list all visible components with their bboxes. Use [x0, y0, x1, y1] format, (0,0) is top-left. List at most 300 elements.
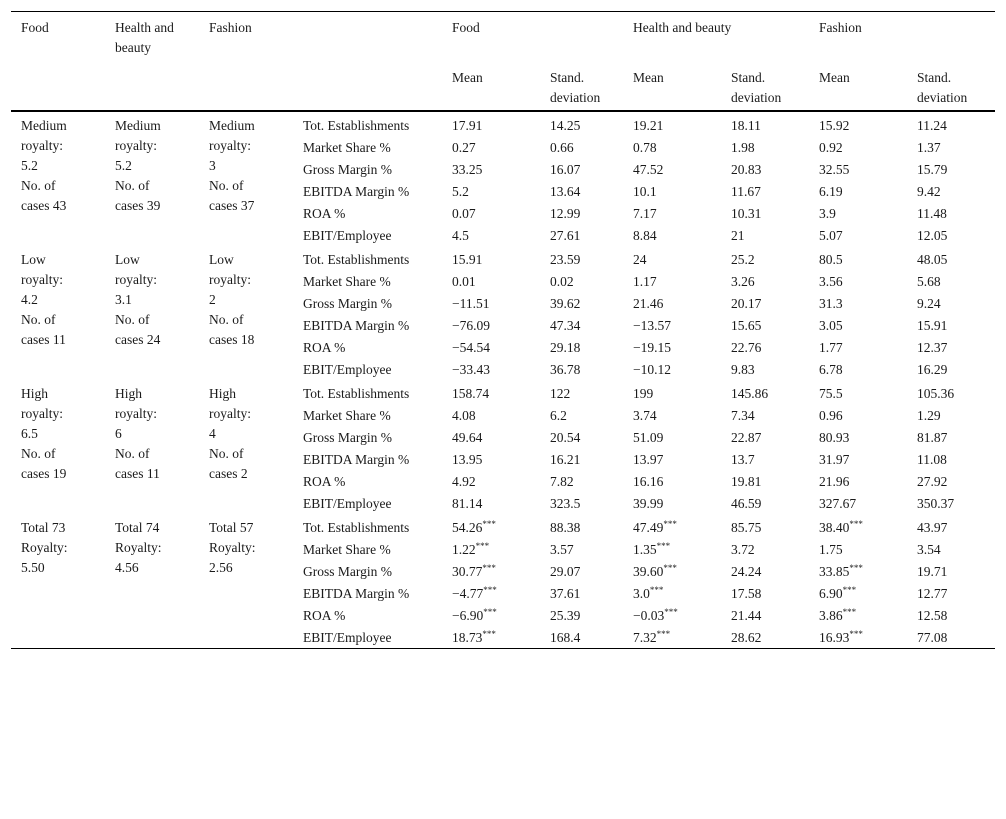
value-text: 49.64	[452, 430, 483, 445]
value-cell-hm	[623, 470, 721, 492]
group-label-line: cases 11	[21, 332, 66, 347]
header-mean-food: Mean	[452, 70, 483, 85]
value-text: 27.92	[917, 474, 948, 489]
metric-label: Tot. Establishments	[303, 520, 410, 535]
significance-marker: ***	[483, 585, 497, 595]
significance-marker: ***	[482, 629, 496, 639]
value-cell-fm	[442, 492, 540, 514]
value-text: 80.93	[819, 430, 850, 445]
value-text: 47.52	[633, 162, 664, 177]
value-text: 16.16	[633, 474, 664, 489]
value-text: 0.27	[452, 140, 476, 155]
value-text: 17.58	[731, 586, 762, 601]
value-text: 13.95	[452, 452, 483, 467]
value-text: 6.2	[550, 408, 567, 423]
value-text: 80.5	[819, 252, 843, 267]
group-label-line: royalty:	[115, 138, 157, 153]
group-label-health	[105, 514, 199, 649]
group-label-line: royalty:	[21, 138, 63, 153]
value-cell-fm	[442, 270, 540, 292]
value-text: 4.08	[452, 408, 476, 423]
group-label-line: royalty:	[209, 406, 251, 421]
value-cell-fm	[442, 224, 540, 246]
value-cell-hs	[721, 136, 809, 158]
group-label-line: Medium	[115, 118, 161, 133]
group-label-fashion	[199, 514, 293, 649]
value-cell-hs	[721, 111, 809, 136]
group-label-line: 5.50	[21, 560, 45, 575]
value-text: 168.4	[550, 630, 581, 645]
metric-label: Gross Margin %	[303, 564, 392, 579]
value-cell-hs	[721, 626, 809, 649]
value-text: 32.55	[819, 162, 850, 177]
value-text: 0.07	[452, 206, 476, 221]
table-row	[11, 246, 995, 270]
value-text: 15.91	[917, 318, 948, 333]
value-cell-hs	[721, 604, 809, 626]
group-label-line: Royalty:	[209, 540, 256, 555]
value-text: −33.43	[452, 362, 490, 377]
value-cell-ss	[907, 560, 995, 582]
value-cell-fs	[540, 336, 623, 358]
value-text: 3.57	[550, 542, 574, 557]
group-label-line: No. of	[115, 312, 150, 327]
value-cell-ss	[907, 336, 995, 358]
value-cell-fs	[540, 270, 623, 292]
value-text: 28.62	[731, 630, 762, 645]
group-label-line: Low	[115, 252, 140, 267]
significance-marker: ***	[849, 629, 863, 639]
group-label-line: High	[21, 386, 48, 401]
value-text: 1.77	[819, 340, 843, 355]
group-label-line: 6	[115, 426, 122, 441]
group-label-line: High	[115, 386, 142, 401]
value-text: 4.5	[452, 228, 469, 243]
value-text: 39.62	[550, 296, 581, 311]
value-cell-hm	[623, 514, 721, 538]
value-cell-ss	[907, 448, 995, 470]
value-text: 30.77	[452, 564, 483, 579]
value-text: 51.09	[633, 430, 664, 445]
metric-label: EBIT/Employee	[303, 228, 392, 243]
group-label-line: Total 73	[21, 520, 66, 535]
group-label-food	[11, 380, 105, 514]
value-text: 20.17	[731, 296, 762, 311]
value-text: 12.05	[917, 228, 948, 243]
value-text: 327.67	[819, 496, 857, 511]
metric-label: EBITDA Margin %	[303, 586, 410, 601]
value-cell-fs	[540, 560, 623, 582]
value-text: 1.35	[633, 542, 657, 557]
value-text: 20.54	[550, 430, 581, 445]
value-text: 14.25	[550, 118, 581, 133]
value-cell-fs	[540, 246, 623, 270]
value-cell-hs	[721, 560, 809, 582]
value-cell-hs	[721, 202, 809, 224]
group-label-line: No. of	[115, 446, 150, 461]
value-text: 15.91	[452, 252, 483, 267]
value-text: 3.86	[819, 608, 843, 623]
value-cell-hm	[623, 604, 721, 626]
value-text: 12.37	[917, 340, 948, 355]
value-text: 22.87	[731, 430, 762, 445]
value-cell-ss	[907, 136, 995, 158]
value-cell-ss	[907, 626, 995, 649]
value-text: 0.96	[819, 408, 843, 423]
value-cell-hs	[721, 470, 809, 492]
group-label-line: No. of	[21, 446, 56, 461]
value-text: 29.07	[550, 564, 581, 579]
value-text: 11.48	[917, 206, 947, 221]
metric-label: EBITDA Margin %	[303, 318, 410, 333]
value-cell-hs	[721, 448, 809, 470]
value-text: 36.78	[550, 362, 581, 377]
value-cell-hs	[721, 336, 809, 358]
value-text: 33.25	[452, 162, 483, 177]
significance-marker: ***	[482, 519, 496, 529]
value-cell-ss	[907, 292, 995, 314]
value-text: 21.46	[633, 296, 664, 311]
value-cell-sm	[809, 158, 907, 180]
value-text: 39.60	[633, 564, 664, 579]
value-cell-hs	[721, 314, 809, 336]
value-text: 122	[550, 386, 571, 401]
value-text: 39.99	[633, 496, 664, 511]
value-text: 9.83	[731, 362, 755, 377]
significance-marker: ***	[475, 541, 490, 551]
value-cell-fm	[442, 111, 540, 136]
value-cell-ss	[907, 180, 995, 202]
value-text: 7.82	[550, 474, 574, 489]
group-label-line: royalty:	[115, 406, 157, 421]
value-cell-fs	[540, 224, 623, 246]
value-cell-sm	[809, 380, 907, 404]
value-cell-fm	[442, 202, 540, 224]
group-label-line: 4	[209, 426, 216, 441]
value-cell-fs	[540, 202, 623, 224]
value-text: 19.81	[731, 474, 762, 489]
value-cell-ss	[907, 202, 995, 224]
value-text: 3.9	[819, 206, 836, 221]
value-cell-hm	[623, 202, 721, 224]
group-label-line: cases 43	[21, 198, 67, 213]
value-text: 11.08	[917, 452, 947, 467]
value-cell-hm	[623, 582, 721, 604]
value-cell-fm	[442, 380, 540, 404]
group-label-line: cases 39	[115, 198, 161, 213]
value-cell-hm	[623, 404, 721, 426]
value-cell-ss	[907, 538, 995, 560]
value-text: 25.39	[550, 608, 581, 623]
metric-label: ROA %	[303, 340, 346, 355]
value-text: 12.77	[917, 586, 948, 601]
significance-marker: ***	[656, 629, 671, 639]
group-1	[11, 246, 995, 380]
value-cell-fs	[540, 292, 623, 314]
value-text: 1.75	[819, 542, 843, 557]
value-cell-fm	[442, 426, 540, 448]
value-text: 10.31	[731, 206, 762, 221]
value-cell-ss	[907, 492, 995, 514]
value-text: 31.3	[819, 296, 843, 311]
metric-label: EBITDA Margin %	[303, 184, 410, 199]
header-group-health: Health and beauty	[633, 20, 732, 35]
significance-marker: ***	[849, 519, 863, 529]
value-text: 0.02	[550, 274, 574, 289]
value-cell-fm	[442, 404, 540, 426]
value-text: −4.77	[452, 586, 484, 601]
group-label-line: royalty:	[209, 272, 251, 287]
value-text: 21.44	[731, 608, 762, 623]
metric-label: Gross Margin %	[303, 296, 392, 311]
value-cell-hs	[721, 514, 809, 538]
value-text: 16.29	[917, 362, 948, 377]
value-cell-ss	[907, 158, 995, 180]
value-text: 4.92	[452, 474, 476, 489]
value-cell-fs	[540, 604, 623, 626]
value-text: 27.61	[550, 228, 581, 243]
metric-label: Tot. Establishments	[303, 252, 410, 267]
value-text: 3.74	[633, 408, 657, 423]
value-text: 47.34	[550, 318, 581, 333]
metric-label: Market Share %	[303, 408, 391, 423]
value-cell-sm	[809, 292, 907, 314]
value-text: −11.51	[452, 296, 490, 311]
value-text: 6.78	[819, 362, 843, 377]
metric-label: ROA %	[303, 608, 346, 623]
value-text: 54.26	[452, 520, 483, 535]
value-cell-hm	[623, 448, 721, 470]
significance-marker: ***	[483, 607, 497, 617]
group-2	[11, 380, 995, 514]
value-text: 24.24	[731, 564, 762, 579]
group-label-line: Total 57	[209, 520, 254, 535]
value-cell-hm	[623, 180, 721, 202]
significance-marker: ***	[482, 563, 496, 573]
value-text: 85.75	[731, 520, 762, 535]
value-text: 3.54	[917, 542, 941, 557]
group-label-line: Royalty:	[21, 540, 68, 555]
metric-label: EBIT/Employee	[303, 496, 392, 511]
value-text: 75.5	[819, 386, 843, 401]
value-cell-hm	[623, 538, 721, 560]
group-label-line: cases 18	[209, 332, 255, 347]
table-row	[11, 380, 995, 404]
significance-marker: ***	[656, 541, 671, 551]
value-cell-fs	[540, 538, 623, 560]
value-cell-ss	[907, 514, 995, 538]
value-text: 31.97	[819, 452, 850, 467]
value-cell-fs	[540, 448, 623, 470]
value-text: −10.12	[633, 362, 672, 377]
group-0	[11, 111, 995, 246]
value-text: 15.79	[917, 162, 948, 177]
value-text: 13.7	[731, 452, 755, 467]
group-label-food	[11, 111, 105, 246]
value-cell-hm	[623, 314, 721, 336]
value-cell-sm	[809, 538, 907, 560]
value-text: 158.74	[452, 386, 490, 401]
value-cell-hm	[623, 224, 721, 246]
significance-marker: ***	[663, 519, 677, 529]
value-text: 11.24	[917, 118, 947, 133]
value-cell-hs	[721, 270, 809, 292]
value-text: 0.78	[633, 140, 657, 155]
value-cell-sm	[809, 582, 907, 604]
value-cell-fm	[442, 560, 540, 582]
value-text: 1.17	[633, 274, 657, 289]
value-cell-fs	[540, 426, 623, 448]
value-text: 9.42	[917, 184, 941, 199]
value-cell-sm	[809, 448, 907, 470]
value-text: 1.22	[452, 542, 476, 557]
value-cell-ss	[907, 270, 995, 292]
value-text: 19.71	[917, 564, 948, 579]
value-cell-hm	[623, 136, 721, 158]
significance-marker: ***	[842, 607, 857, 617]
group-label-line: 5.2	[21, 158, 38, 173]
value-text: 24	[633, 252, 647, 267]
value-cell-fm	[442, 470, 540, 492]
value-text: 199	[633, 386, 654, 401]
group-label-fashion	[199, 380, 293, 514]
header-category-health: Health and beauty	[115, 20, 174, 55]
group-label-line: royalty:	[209, 138, 251, 153]
value-cell-hs	[721, 404, 809, 426]
header-sd-health: Stand. deviation	[731, 70, 782, 105]
value-text: 46.59	[731, 496, 762, 511]
metric-label: ROA %	[303, 206, 346, 221]
value-cell-sm	[809, 111, 907, 136]
group-label-line: Low	[21, 252, 46, 267]
value-cell-sm	[809, 604, 907, 626]
value-cell-ss	[907, 470, 995, 492]
group-label-line: cases 19	[21, 466, 67, 481]
group-label-line: High	[209, 386, 236, 401]
value-cell-hm	[623, 380, 721, 404]
value-text: 16.21	[550, 452, 581, 467]
value-text: 13.97	[633, 452, 664, 467]
value-cell-hm	[623, 246, 721, 270]
table-row	[11, 514, 995, 538]
value-cell-fm	[442, 358, 540, 380]
value-cell-hs	[721, 246, 809, 270]
value-cell-sm	[809, 426, 907, 448]
value-cell-fm	[442, 514, 540, 538]
value-cell-hs	[721, 158, 809, 180]
value-text: 3.56	[819, 274, 843, 289]
value-cell-ss	[907, 358, 995, 380]
value-cell-ss	[907, 380, 995, 404]
value-cell-sm	[809, 270, 907, 292]
value-cell-fs	[540, 470, 623, 492]
value-cell-hm	[623, 426, 721, 448]
group-label-line: Royalty:	[115, 540, 162, 555]
value-text: −0.03	[633, 608, 665, 623]
value-cell-fm	[442, 180, 540, 202]
value-text: 0.92	[819, 140, 843, 155]
value-cell-hm	[623, 158, 721, 180]
value-text: 18.11	[731, 118, 761, 133]
header-category-fashion: Fashion	[209, 20, 252, 35]
value-text: 13.64	[550, 184, 581, 199]
group-label-line: No. of	[209, 312, 244, 327]
value-cell-fm	[442, 292, 540, 314]
group-label-line: cases 37	[209, 198, 255, 213]
value-text: 15.65	[731, 318, 762, 333]
value-text: 350.37	[917, 496, 955, 511]
value-cell-sm	[809, 492, 907, 514]
metric-label: Tot. Establishments	[303, 386, 410, 401]
value-cell-sm	[809, 404, 907, 426]
group-label-health	[105, 246, 199, 380]
group-label-line: Total 74	[115, 520, 160, 535]
value-text: 1.98	[731, 140, 755, 155]
value-text: 3.72	[731, 542, 755, 557]
value-text: 5.07	[819, 228, 843, 243]
value-text: 88.38	[550, 520, 581, 535]
table-header	[11, 12, 995, 112]
value-text: 12.99	[550, 206, 581, 221]
value-cell-ss	[907, 111, 995, 136]
group-label-line: 3.1	[115, 292, 132, 307]
value-text: 20.83	[731, 162, 762, 177]
group-label-line: royalty:	[21, 406, 63, 421]
value-text: 5.68	[917, 274, 941, 289]
value-cell-fm	[442, 448, 540, 470]
value-text: 1.29	[917, 408, 941, 423]
value-text: 5.2	[452, 184, 469, 199]
royalty-statistics-table	[11, 11, 995, 649]
metric-label: Market Share %	[303, 274, 391, 289]
value-text: 7.34	[731, 408, 755, 423]
group-label-line: Medium	[21, 118, 67, 133]
value-cell-hs	[721, 292, 809, 314]
value-cell-fm	[442, 314, 540, 336]
significance-marker: ***	[849, 563, 863, 573]
significance-marker: ***	[664, 607, 678, 617]
value-cell-sm	[809, 180, 907, 202]
value-text: 16.93	[819, 630, 850, 645]
value-cell-ss	[907, 604, 995, 626]
value-text: 16.07	[550, 162, 581, 177]
significance-marker: ***	[842, 585, 857, 595]
value-cell-hs	[721, 538, 809, 560]
value-text: 17.91	[452, 118, 483, 133]
group-label-food	[11, 246, 105, 380]
value-text: 77.08	[917, 630, 948, 645]
group-label-line: cases 11	[115, 466, 160, 481]
value-text: 21	[731, 228, 745, 243]
value-cell-fs	[540, 358, 623, 380]
value-cell-fs	[540, 111, 623, 136]
value-cell-sm	[809, 358, 907, 380]
group-3	[11, 514, 995, 649]
value-cell-hm	[623, 626, 721, 649]
group-label-health	[105, 380, 199, 514]
header-group-fashion: Fashion	[819, 20, 862, 35]
value-text: 323.5	[550, 496, 581, 511]
value-text: 0.66	[550, 140, 574, 155]
header-sd-food: Stand. deviation	[550, 70, 601, 105]
metric-label: EBIT/Employee	[303, 630, 392, 645]
value-cell-sm	[809, 626, 907, 649]
value-cell-fm	[442, 136, 540, 158]
value-text: −6.90	[452, 608, 484, 623]
value-cell-hm	[623, 111, 721, 136]
value-cell-fm	[442, 158, 540, 180]
metric-label: EBIT/Employee	[303, 362, 392, 377]
